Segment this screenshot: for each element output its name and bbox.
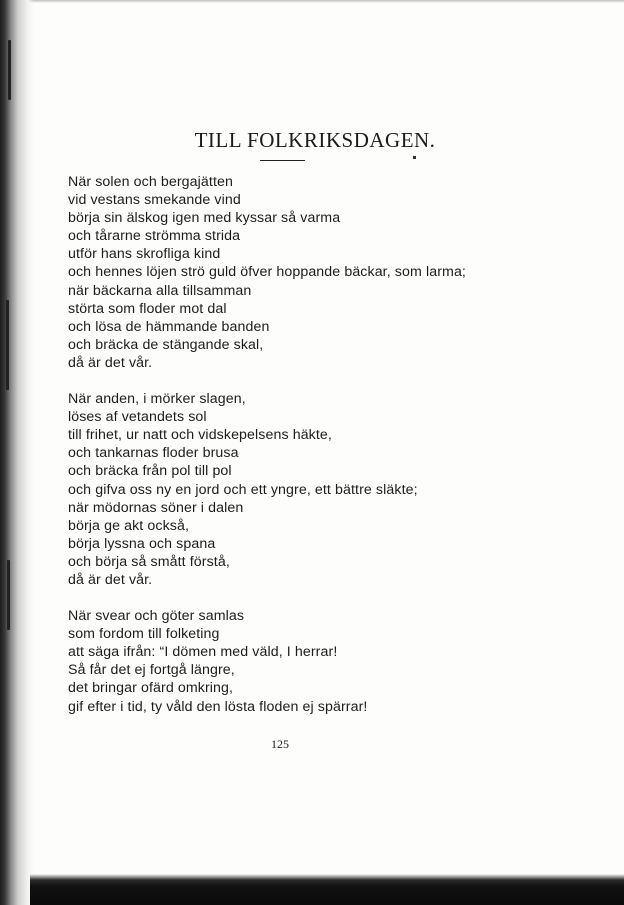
poem-line: och gifva oss ny en jord och ett yngre, ett bättre släkte; xyxy=(68,481,418,498)
poem-line: och tankarnas floder brusa xyxy=(68,445,239,462)
poem-line: börja sin älskog igen med kyssar så varma xyxy=(68,210,341,227)
poem-body xyxy=(68,173,588,734)
poem-line: till frihet, ur natt och vidskepelsens häkte, xyxy=(68,427,332,444)
poem-line: och bräcka de stängande skal, xyxy=(68,336,264,353)
binding-mark xyxy=(8,40,11,100)
poem-line: När anden, i mörker slagen, xyxy=(68,391,246,408)
stanza xyxy=(68,390,588,589)
print-speck xyxy=(413,156,416,159)
poem-line: det bringar ofärd omkring, xyxy=(68,680,234,697)
poem-line: börja ge akt också, xyxy=(68,517,189,534)
poem-line: och bräcka från pol till pol xyxy=(68,463,232,480)
stanza xyxy=(68,607,588,716)
poem-line: börja lyssna och spana xyxy=(68,535,216,552)
poem-line: När solen och bergajätten xyxy=(68,174,233,190)
poem-line: Så får det ej fortgå längre, xyxy=(68,662,235,679)
poem-line: och tårarne strömma strida xyxy=(68,228,241,245)
poem-line: vid vestans smekande vind xyxy=(68,192,241,209)
poem-line: och börja så smått förstå, xyxy=(68,553,230,570)
title-rule xyxy=(260,160,305,161)
poem-line: När svear och göter samlas xyxy=(68,608,245,625)
poem-line: när bäckarna alla tillsamman xyxy=(68,282,252,299)
binding-mark xyxy=(7,560,10,630)
binding-shadow xyxy=(0,0,34,905)
binding-mark xyxy=(6,300,9,390)
poem-line: löses af vetandets sol xyxy=(68,409,207,426)
page-number: 125 xyxy=(271,737,289,751)
poem-line: då är det vår. xyxy=(68,571,153,588)
poem-line: då är det vår. xyxy=(68,354,153,371)
stanza xyxy=(68,173,588,372)
scan-bottom-edge xyxy=(30,874,624,905)
poem-line: att säga ifrån: “I dömen med väld, I herrar! xyxy=(68,644,338,661)
poem-title: TILL FOLKRIKSDAGEN. xyxy=(194,128,436,152)
scan-top-edge xyxy=(0,0,624,3)
poem-line: och lösa de hämmande banden xyxy=(68,318,270,335)
poem-line: som fordom till folketing xyxy=(68,626,220,643)
poem-line: störta som floder mot dal xyxy=(68,300,227,317)
poem-line: när mödornas söner i dalen xyxy=(68,499,244,516)
poem-line: gif efter i tid, ty våld den lösta floden ej spärrar! xyxy=(68,698,368,715)
poem-line: och hennes löjen strö guld öfver hoppande bäckar, som larma; xyxy=(68,264,466,281)
poem-line: utför hans skrofliga kind xyxy=(68,246,221,263)
